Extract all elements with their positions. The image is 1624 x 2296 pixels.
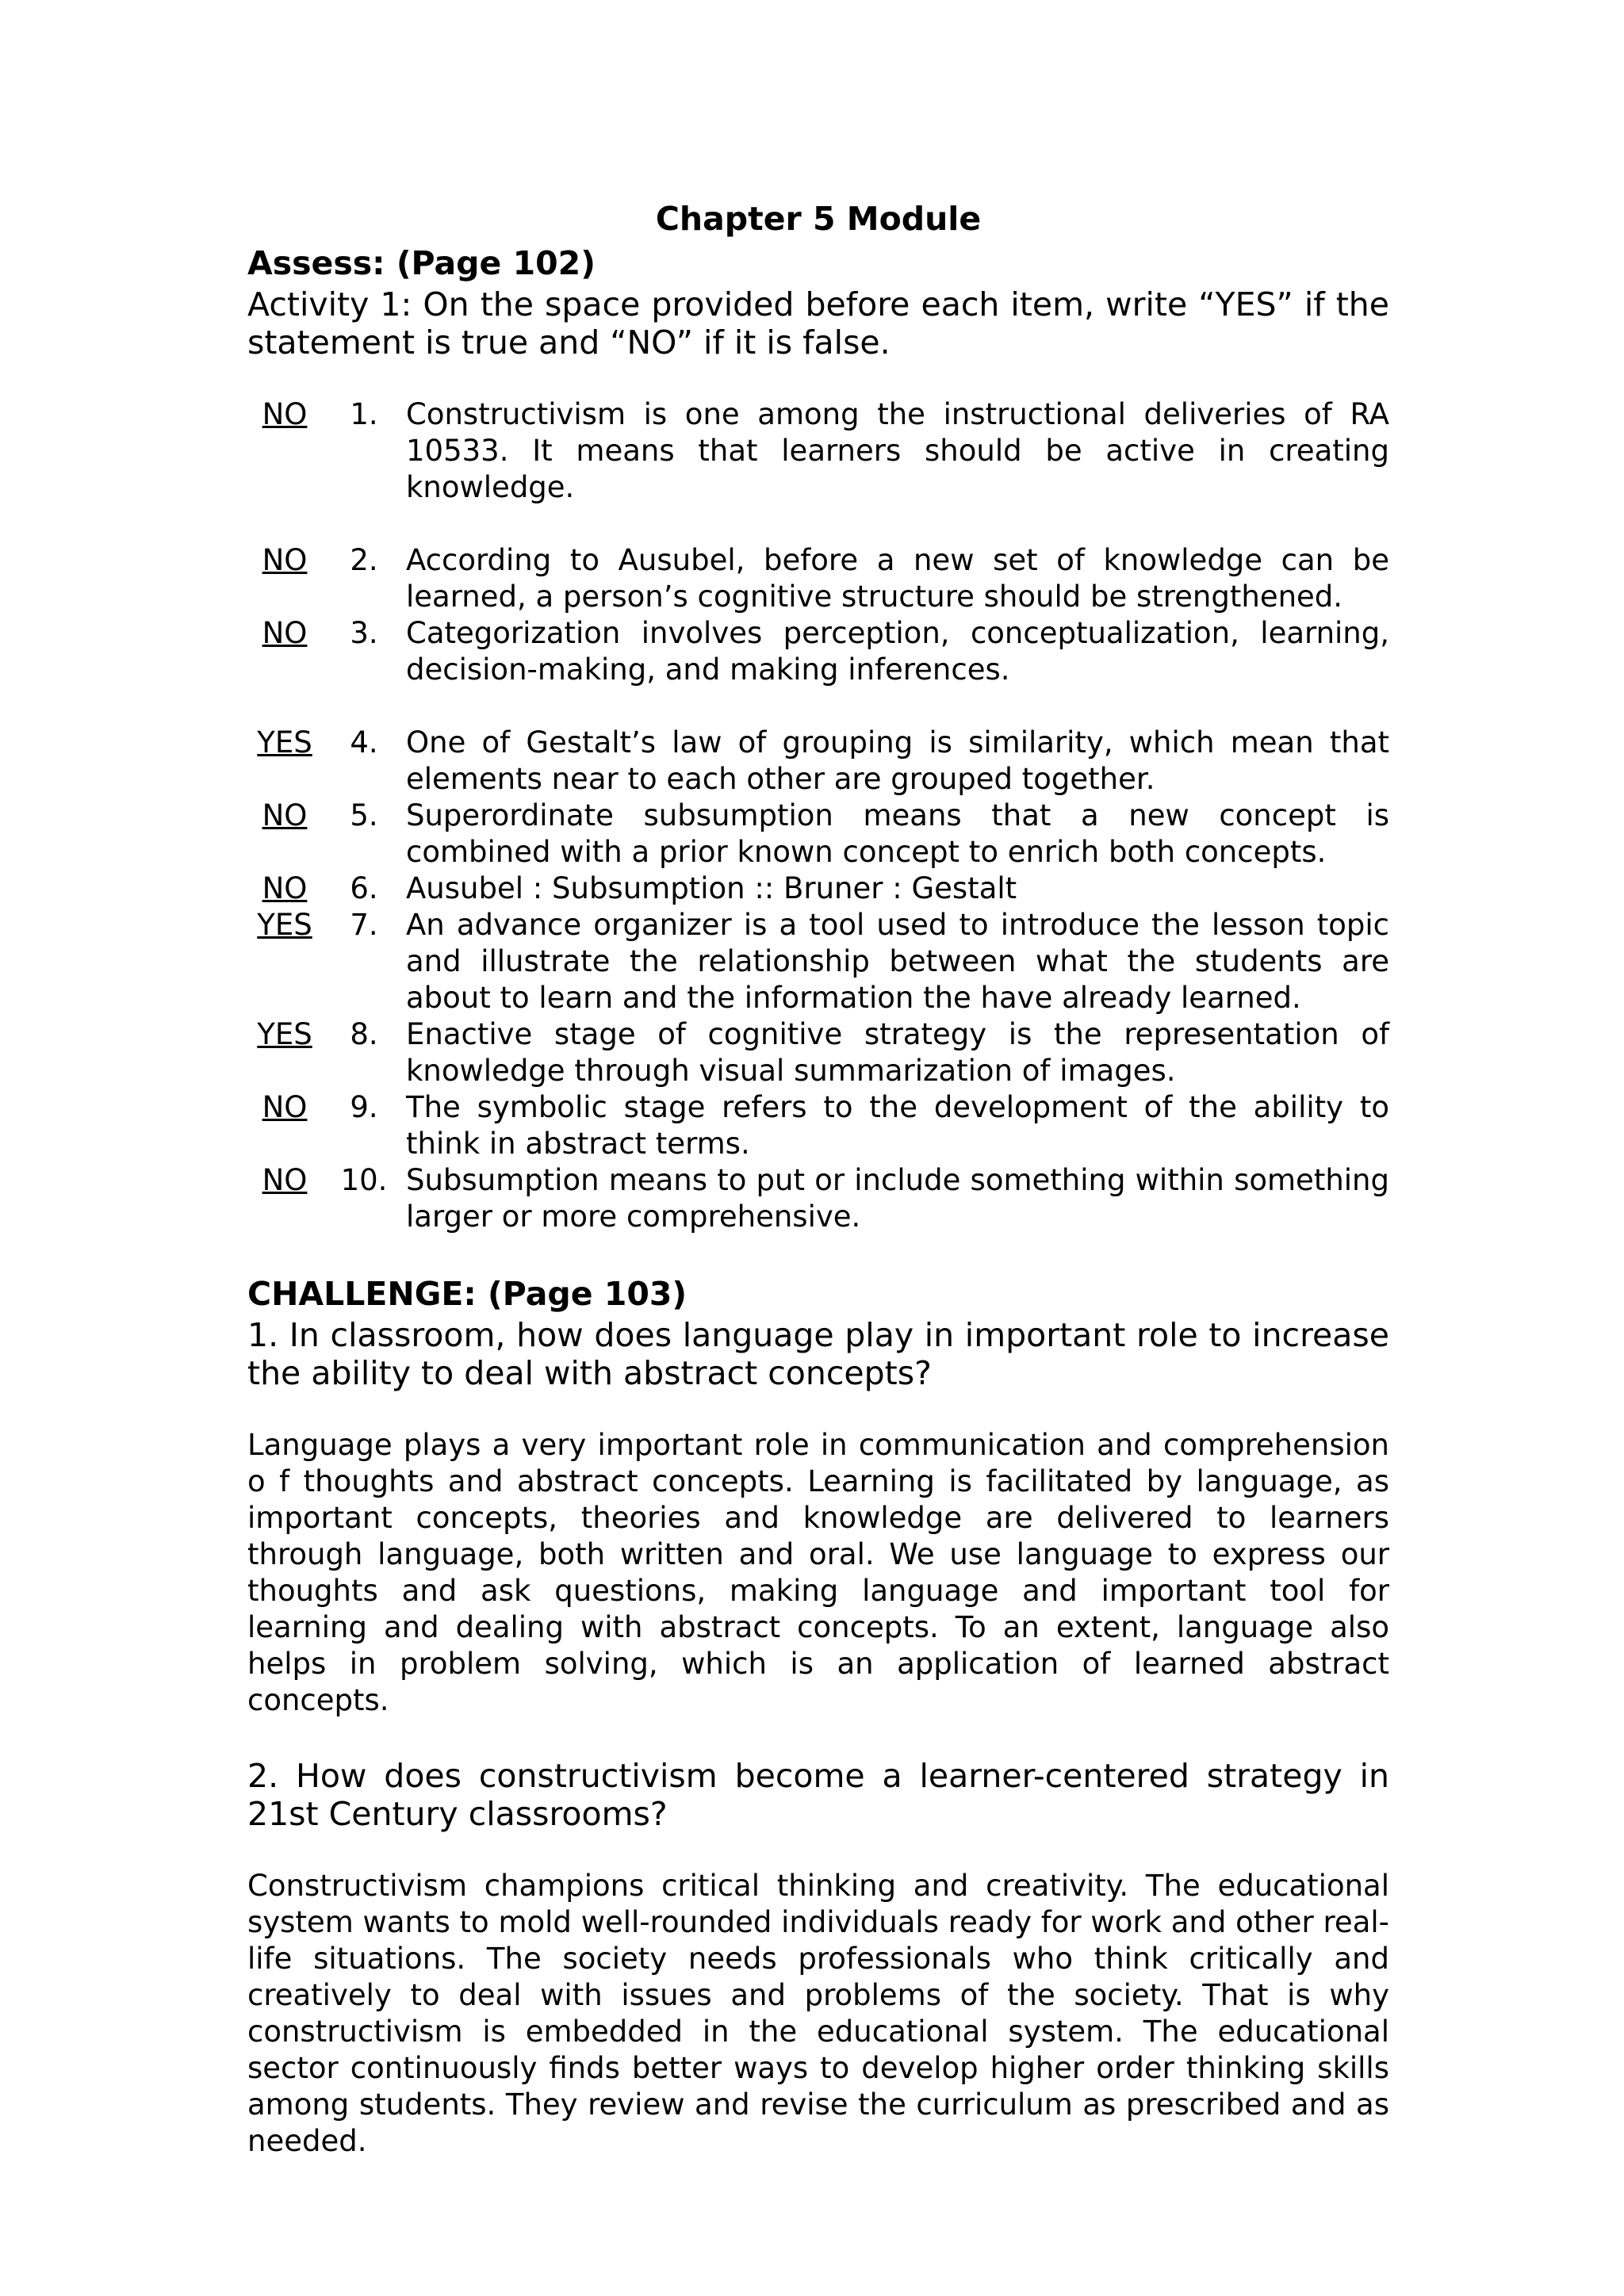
list-item — [247, 1089, 1389, 1162]
item-number: 1. — [350, 397, 378, 431]
answer-mark: YES — [257, 725, 312, 760]
item-statement: Constructivism is one among the instructional deliveries of RA 10533. It means that learners should be active in creating knowledge. — [406, 397, 1389, 504]
activity-instruction: Activity 1: On the space provided before each item, write “YES” if the statement is true and “NO” if it is false. — [247, 285, 1389, 362]
challenge-heading: CHALLENGE: (Page 103) — [247, 1275, 688, 1313]
item-statement: An advance organizer is a tool used to introduce the lesson topic and illustrate the relationship between what the students are about to learn and the information the have already learned. — [406, 908, 1389, 1015]
item-statement: According to Ausubel, before a new set of knowledge can be learned, a person’s cognitive structure should be strengthened. — [406, 543, 1389, 614]
list-item — [247, 871, 1389, 907]
challenge-question-1: 1. In classroom, how does language play in important role to increase the ability to deal with abstract concepts? — [247, 1316, 1389, 1392]
answer-mark: NO — [262, 1090, 308, 1124]
answer-mark: NO — [262, 543, 308, 577]
item-number: 4. — [350, 725, 378, 760]
item-number: 6. — [350, 871, 378, 905]
answer-mark: YES — [257, 1017, 312, 1051]
answer-mark: NO — [262, 871, 308, 905]
item-statement: One of Gestalt’s law of grouping is similarity, which mean that elements near to each other are grouped together. — [406, 725, 1389, 796]
list-item — [247, 907, 1389, 1016]
answer-mark: NO — [262, 798, 308, 832]
assess-heading: Assess: (Page 102) — [247, 244, 596, 282]
item-statement: Superordinate subsumption means that a new concept is combined with a prior known concept to enrich both concepts. — [406, 798, 1389, 869]
list-item — [247, 1162, 1389, 1235]
item-number: 10. — [340, 1163, 388, 1197]
list-item — [247, 1016, 1389, 1089]
document-title: Chapter 5 Module — [655, 200, 982, 238]
item-statement: The symbolic stage refers to the development of the ability to think in abstract terms. — [406, 1090, 1389, 1161]
list-item — [247, 725, 1389, 798]
item-number: 5. — [350, 798, 378, 832]
document-page — [247, 197, 1389, 2160]
item-number: 9. — [350, 1090, 378, 1124]
challenge-answer-1: Language plays a very important role in communication and comprehension o f thoughts and abstract concepts. Learning is facilitated by language, as important concepts, theories and knowledge are delivered to learners through language, both written and oral. We use language to express our thoughts and ask questions, making language and important tool for learning and dealing with abstract concepts. To an extent, language also helps in problem solving, which is an application of learned abstract concepts. — [247, 1428, 1389, 1717]
item-statement: Enactive stage of cognitive strategy is the representation of knowledge through visual summarization of images. — [406, 1017, 1389, 1088]
challenge-answer-2: Constructivism champions critical thinking and creativity. The educational system wants to mold well-rounded individuals ready for work and other real-life situations. The society needs professionals who think critically and creatively to deal with issues and problems of the society. That is why constructivism is embedded in the educational system. The educational sector continuously finds better ways to develop higher order thinking skills among students. They review and revise the curriculum as prescribed and as needed. — [247, 1869, 1389, 2158]
item-number: 2. — [350, 543, 378, 577]
challenge-question-2: 2. How does constructivism become a learner-centered strategy in 21st Century classrooms? — [247, 1757, 1389, 1833]
item-statement: Subsumption means to put or include something within something larger or more comprehensive. — [406, 1163, 1389, 1234]
item-statement: Ausubel : Subsumption :: Bruner : Gestalt — [406, 871, 1017, 905]
true-false-list — [247, 396, 1389, 1235]
item-number: 7. — [350, 908, 378, 942]
answer-mark: NO — [262, 397, 308, 431]
list-item — [247, 615, 1389, 688]
answer-mark: NO — [262, 1163, 308, 1197]
answer-mark: NO — [262, 616, 308, 650]
list-item — [247, 396, 1389, 506]
answer-mark: YES — [257, 908, 312, 942]
item-number: 3. — [350, 616, 378, 650]
list-item — [247, 542, 1389, 615]
item-number: 8. — [350, 1017, 378, 1051]
item-statement: Categorization involves perception, conceptualization, learning, decision-making, and making inferences. — [406, 616, 1389, 687]
list-item — [247, 798, 1389, 871]
